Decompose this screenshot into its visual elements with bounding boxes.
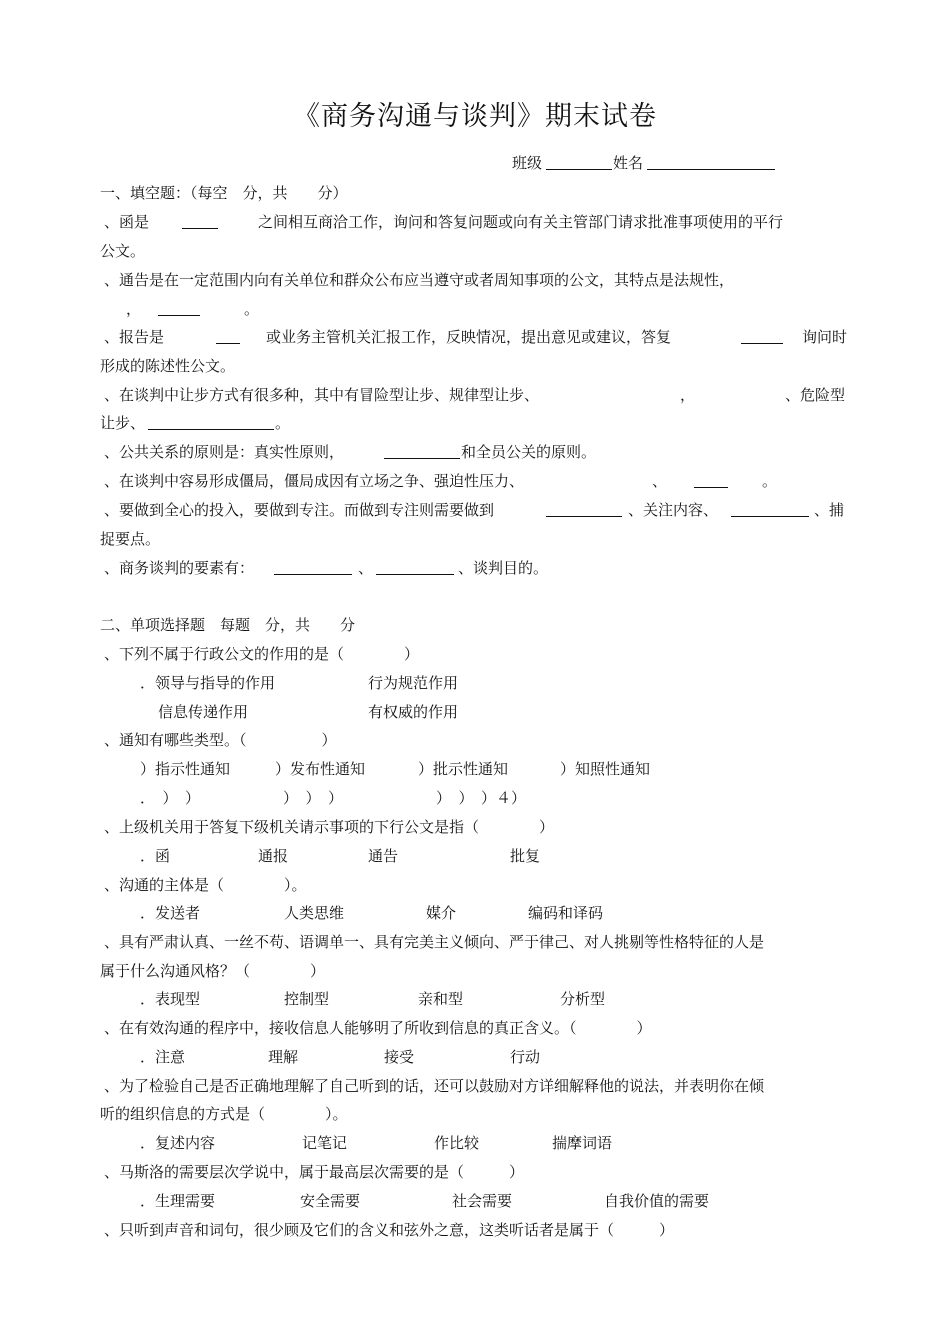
- s1-q7-blank-1[interactable]: [546, 516, 622, 517]
- s2-q1-stem: 、下列不属于行政公文的作用的是（ ）: [104, 645, 420, 663]
- s2-q9-stem: 、只听到声音和词句，很少顾及它们的含义和弦外之意，这类听话者是属于（ ）: [104, 1221, 675, 1239]
- s2-q8-stem: 、马斯洛的需要层次学说中，属于最高层次需要的是（ ）: [104, 1163, 525, 1181]
- s2-q2-option-a[interactable]: ． ） ）: [140, 789, 201, 807]
- s1-q6-text: 、: [652, 472, 668, 490]
- s1-q3-blank-2[interactable]: [741, 343, 783, 344]
- s1-q4-text: ，: [680, 386, 696, 404]
- s2-q7-stem: 听的组织信息的方式是（ ）。: [100, 1105, 348, 1123]
- s2-q3-option-a[interactable]: ．函: [140, 847, 171, 865]
- s2-q8-option-d[interactable]: 自我价值的需要: [604, 1192, 710, 1210]
- s2-q5-option-a[interactable]: ．表现型: [140, 990, 201, 1008]
- s2-q7-option-a[interactable]: ．复述内容: [140, 1134, 216, 1152]
- s2-q7-option-c[interactable]: 作比较: [434, 1134, 480, 1152]
- s2-q3-option-b[interactable]: 通报: [258, 847, 289, 865]
- name-blank[interactable]: [647, 169, 775, 170]
- s2-q2-stem: 、通知有哪些类型。（ ）: [104, 731, 337, 749]
- s2-q2-option-c[interactable]: ） ） ）４）: [436, 789, 527, 807]
- s1-q8-text: 、商务谈判的要素有：: [104, 559, 255, 577]
- s1-q2-text: ，: [126, 300, 142, 318]
- section2-heading: 二、单项选择题 每题 分，共 分: [100, 616, 356, 634]
- s2-q3-option-d[interactable]: 批复: [510, 847, 541, 865]
- s2-q8-option-a[interactable]: ．生理需要: [140, 1192, 216, 1210]
- s2-q6-option-b[interactable]: 理解: [268, 1048, 299, 1066]
- s2-q4-stem: 、沟通的主体是（ ）。: [104, 876, 307, 894]
- s1-q2-blank[interactable]: [158, 315, 200, 316]
- s2-q5-option-d[interactable]: 分析型: [560, 990, 606, 1008]
- s1-q3-text: 、报告是: [104, 328, 165, 346]
- s1-q4-text: 让步、: [100, 414, 146, 432]
- s1-q2-text: 、通告是在一定范围内向有关单位和群众公布应当遵守或者周知事项的公文，其特点是法规性，: [104, 271, 735, 289]
- s1-q8-blank-1[interactable]: [274, 574, 352, 575]
- s1-q3-text: 或业务主管机关汇报工作，反映情况，提出意见或建议，答复: [266, 328, 672, 346]
- s1-q7-blank-2[interactable]: [731, 516, 809, 517]
- s1-q8-text: 、谈判目的。: [458, 559, 549, 577]
- s2-q4-option-a[interactable]: ．发送者: [140, 904, 201, 922]
- s2-q6-option-c[interactable]: 接受: [384, 1048, 415, 1066]
- s1-q4-text: 。: [275, 414, 291, 432]
- s2-q5-option-b[interactable]: 控制型: [284, 990, 330, 1008]
- s2-q8-option-b[interactable]: 安全需要: [300, 1192, 361, 1210]
- s1-q1-text: 公文。: [100, 242, 146, 260]
- s2-q5-option-c[interactable]: 亲和型: [418, 990, 464, 1008]
- class-label: 班级: [512, 154, 543, 172]
- s1-q6-text: 、在谈判中容易形成僵局，僵局成因有立场之争、强迫性压力、: [104, 472, 525, 490]
- s2-q8-option-c[interactable]: 社会需要: [452, 1192, 513, 1210]
- s2-q2-item-2: ）发布性通知: [275, 760, 366, 778]
- s1-q5-blank[interactable]: [384, 458, 460, 459]
- s1-q5-text: 、公共关系的原则是：真实性原则，: [104, 443, 345, 461]
- section1-heading: 一、填空题：（每空 分，共 分）: [100, 184, 348, 202]
- s1-q7-text: 、捕: [814, 501, 845, 519]
- s1-q7-text: 、要做到全心的投入，要做到专注。而做到专注则需要做到: [104, 501, 495, 519]
- s2-q1-option-d[interactable]: 有权威的作用: [368, 703, 459, 721]
- s2-q5-stem: 属于什么沟通风格？（ ）: [100, 962, 326, 980]
- s1-q2-text: 。: [244, 300, 260, 318]
- s1-q1-blank[interactable]: [182, 228, 218, 229]
- s2-q3-stem: 、上级机关用于答复下级机关请示事项的下行公文是指（ ）: [104, 818, 555, 836]
- page-title: 《商务沟通与谈判》期末试卷: [293, 101, 657, 132]
- s2-q1-option-c[interactable]: 信息传递作用: [158, 703, 249, 721]
- s2-q2-item-3: ）批示性通知: [418, 760, 509, 778]
- s2-q5-stem: 、具有严肃认真、一丝不苟、语调单一、具有完美主义倾向、严于律己、对人挑剔等性格特征的人是: [104, 933, 765, 951]
- s1-q4-blank[interactable]: [148, 429, 274, 430]
- s2-q2-item-4: ）知照性通知: [560, 760, 651, 778]
- s1-q4-text: 、危险型: [785, 386, 846, 404]
- s1-q7-text: 、关注内容、: [628, 501, 719, 519]
- s2-q4-option-d[interactable]: 编码和译码: [528, 904, 604, 922]
- s2-q1-option-a[interactable]: ．领导与指导的作用: [140, 674, 276, 692]
- s2-q3-option-c[interactable]: 通告: [368, 847, 399, 865]
- s1-q1-text: 之间相互商洽工作，询问和答复问题或向有关主管部门请求批准事项使用的平行: [258, 213, 784, 231]
- s1-q8-blank-2[interactable]: [376, 574, 454, 575]
- s2-q1-option-b[interactable]: 行为规范作用: [368, 674, 459, 692]
- s2-q6-option-a[interactable]: ．注意: [140, 1048, 186, 1066]
- s1-q6-text: 。: [762, 472, 778, 490]
- s1-q5-text: 和全员公关的原则。: [461, 443, 597, 461]
- name-label: 姓名: [613, 154, 644, 172]
- s2-q2-option-b[interactable]: ） ） ）: [283, 789, 344, 807]
- s1-q4-text: 、在谈判中让步方式有很多种，其中有冒险型让步、规律型让步、: [104, 386, 540, 404]
- s1-q3-blank-1[interactable]: [216, 343, 240, 344]
- s2-q6-option-d[interactable]: 行动: [510, 1048, 541, 1066]
- s2-q7-stem: 、为了检验自己是否正确地理解了自己听到的话，还可以鼓励对方详细解释他的说法，并表明你在倾: [104, 1077, 765, 1095]
- s1-q1-text: 、函是: [104, 213, 150, 231]
- s1-q8-text: 、: [358, 559, 374, 577]
- s2-q6-stem: 、在有效沟通的程序中，接收信息人能够明了所收到信息的真正含义。（ ）: [104, 1019, 652, 1037]
- s2-q7-option-b[interactable]: 记笔记: [302, 1134, 348, 1152]
- s2-q7-option-d[interactable]: 揣摩词语: [552, 1134, 613, 1152]
- s1-q3-text: 形成的陈述性公文。: [100, 357, 236, 375]
- s1-q6-blank[interactable]: [694, 487, 728, 488]
- s2-q4-option-b[interactable]: 人类思维: [284, 904, 345, 922]
- s2-q2-item-1: ）指示性通知: [140, 760, 231, 778]
- s1-q3-text: 询问时: [802, 328, 848, 346]
- s1-q7-text: 捉要点。: [100, 530, 161, 548]
- class-blank[interactable]: [546, 169, 612, 170]
- s2-q4-option-c[interactable]: 媒介: [426, 904, 457, 922]
